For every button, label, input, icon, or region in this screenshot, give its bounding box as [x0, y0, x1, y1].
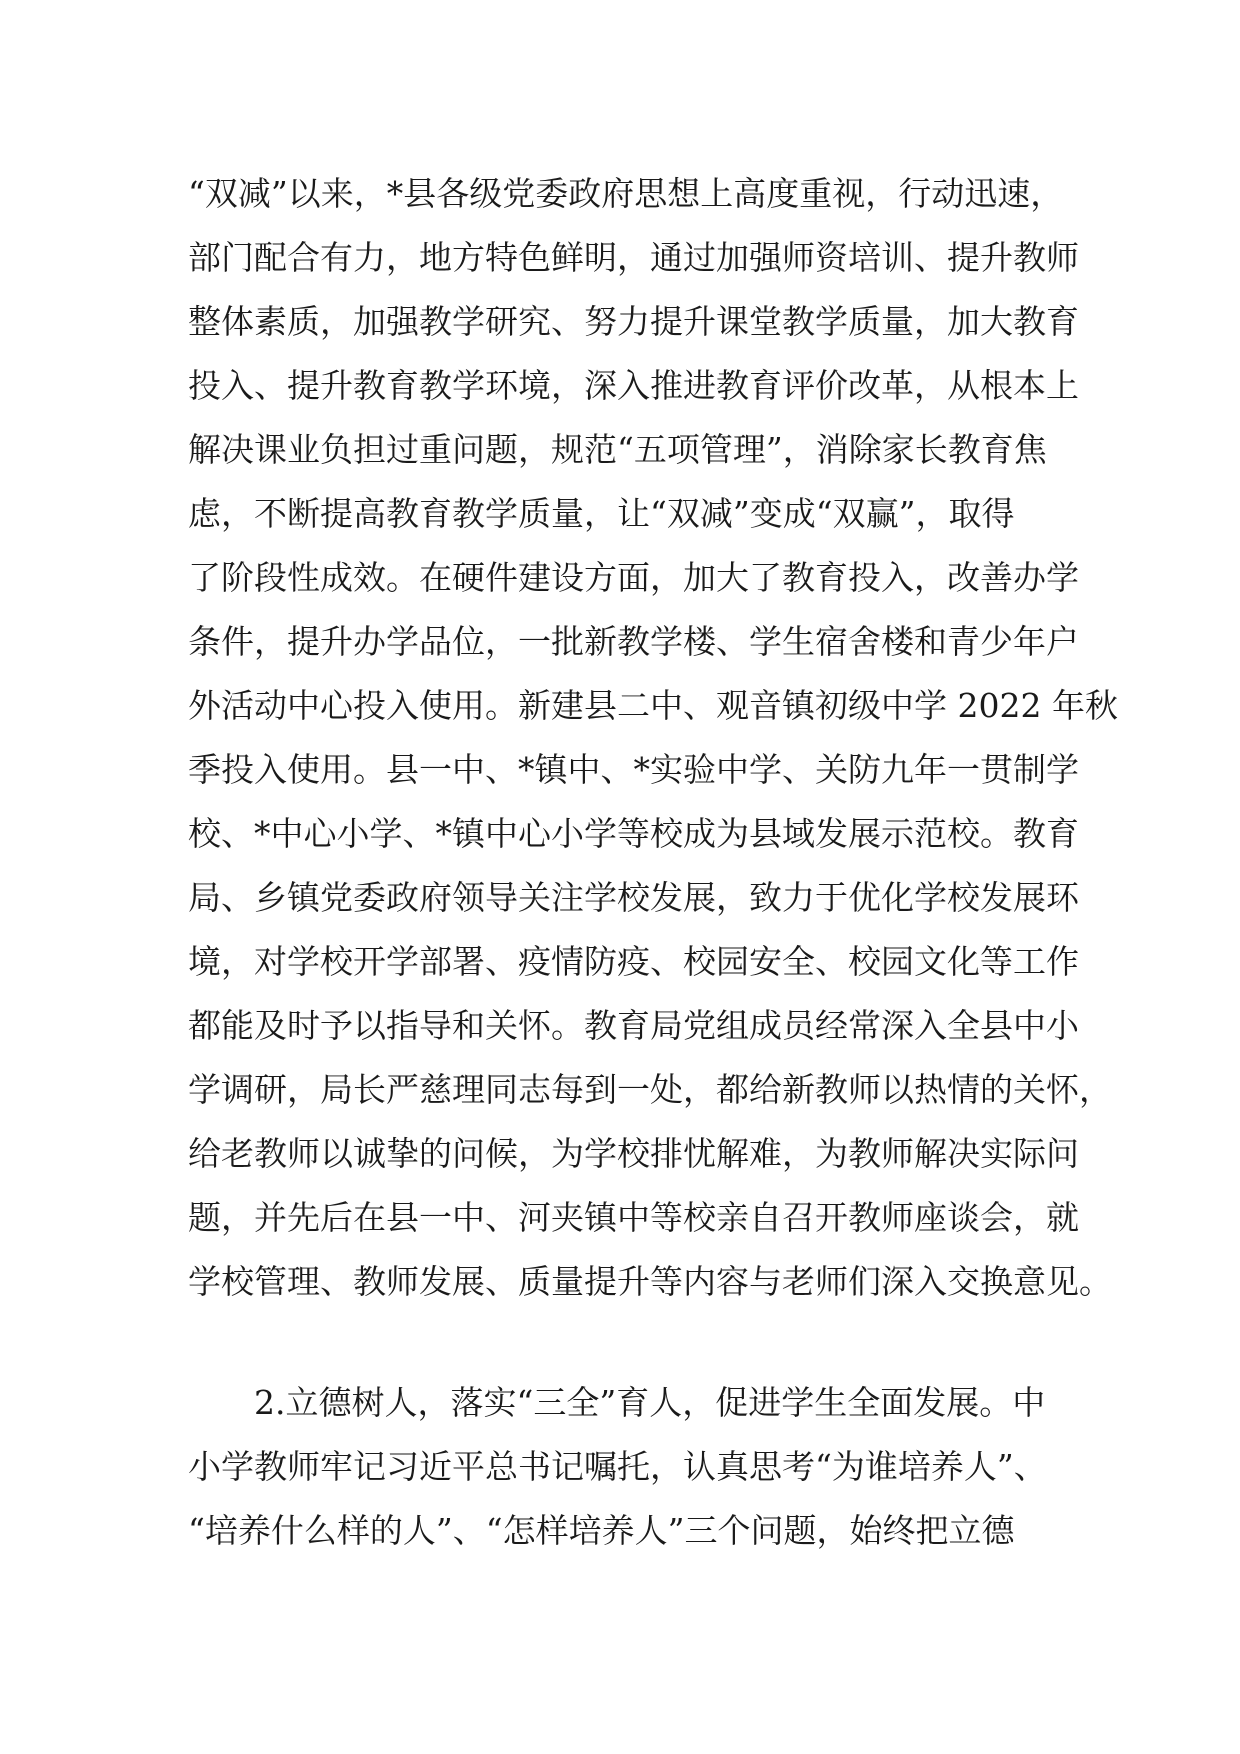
- paragraph-line: 小学教师牢记习近平总书记嘱托，认真思考“为谁培养人”、: [188, 1447, 1047, 1486]
- paragraph-line: 了阶段性成效。在硬件建设方面，加大了教育投入，改善办学: [188, 558, 1079, 597]
- paragraph-line-first-indented: 2.立德树人，落实“三全”育人，促进学生全面发展。中: [254, 1383, 1046, 1422]
- paragraph-line: 都能及时予以指导和关怀。教育局党组成员经常深入全县中小: [188, 1006, 1079, 1045]
- paragraph-line: 给老教师以诚挚的问候，为学校排忧解难，为教师解决实际问: [188, 1134, 1079, 1173]
- paragraph-line: 季投入使用。县一中、*镇中、*实验中学、关防九年一贯制学: [188, 750, 1079, 789]
- paragraph-line: 局、乡镇党委政府领导关注学校发展，致力于优化学校发展环: [188, 878, 1079, 917]
- paragraph-line: 虑，不断提高教育教学质量，让“双减”变成“双赢”，取得: [188, 494, 1015, 533]
- paragraph-line: 条件，提升办学品位，一批新教学楼、学生宿舍楼和青少年户: [188, 622, 1079, 661]
- paragraph-line: 投入、提升教育教学环境，深入推进教育评价改革，从根本上: [188, 366, 1079, 405]
- paragraph-line: “双减”以来，*县各级党委政府思想上高度重视，行动迅速，: [188, 174, 1064, 213]
- paragraph-line: 境，对学校开学部署、疫情防疫、校园安全、校园文化等工作: [188, 942, 1079, 981]
- paragraph-1: [188, 162, 1118, 1314]
- paragraph-line: “培养什么样的人”、“怎样培养人”三个问题，始终把立德: [188, 1511, 1015, 1550]
- paragraph-line: 外活动中心投入使用。新建县二中、观音镇初级中学 2022 年秋: [188, 686, 1118, 725]
- paragraph-line: 整体素质，加强教学研究、努力提升课堂教学质量，加大教育: [188, 302, 1079, 341]
- paragraph-2: [188, 1371, 1068, 1563]
- paragraph-line: 校、*中心小学、*镇中心小学等校成为县域发展示范校。教育: [188, 814, 1079, 853]
- paragraph-line: 学校管理、教师发展、质量提升等内容与老师们深入交换意见。: [188, 1262, 1112, 1301]
- paragraph-line: 学调研，局长严慈理同志每到一处，都给新教师以热情的关怀，: [188, 1070, 1112, 1109]
- paragraph-line: 部门配合有力，地方特色鲜明，通过加强师资培训、提升教师: [188, 238, 1079, 277]
- paragraph-line: 题，并先后在县一中、河夹镇中等校亲自召开教师座谈会，就: [188, 1198, 1079, 1237]
- paragraph-line: 解决课业负担过重问题，规范“五项管理”，消除家长教育焦: [188, 430, 1047, 469]
